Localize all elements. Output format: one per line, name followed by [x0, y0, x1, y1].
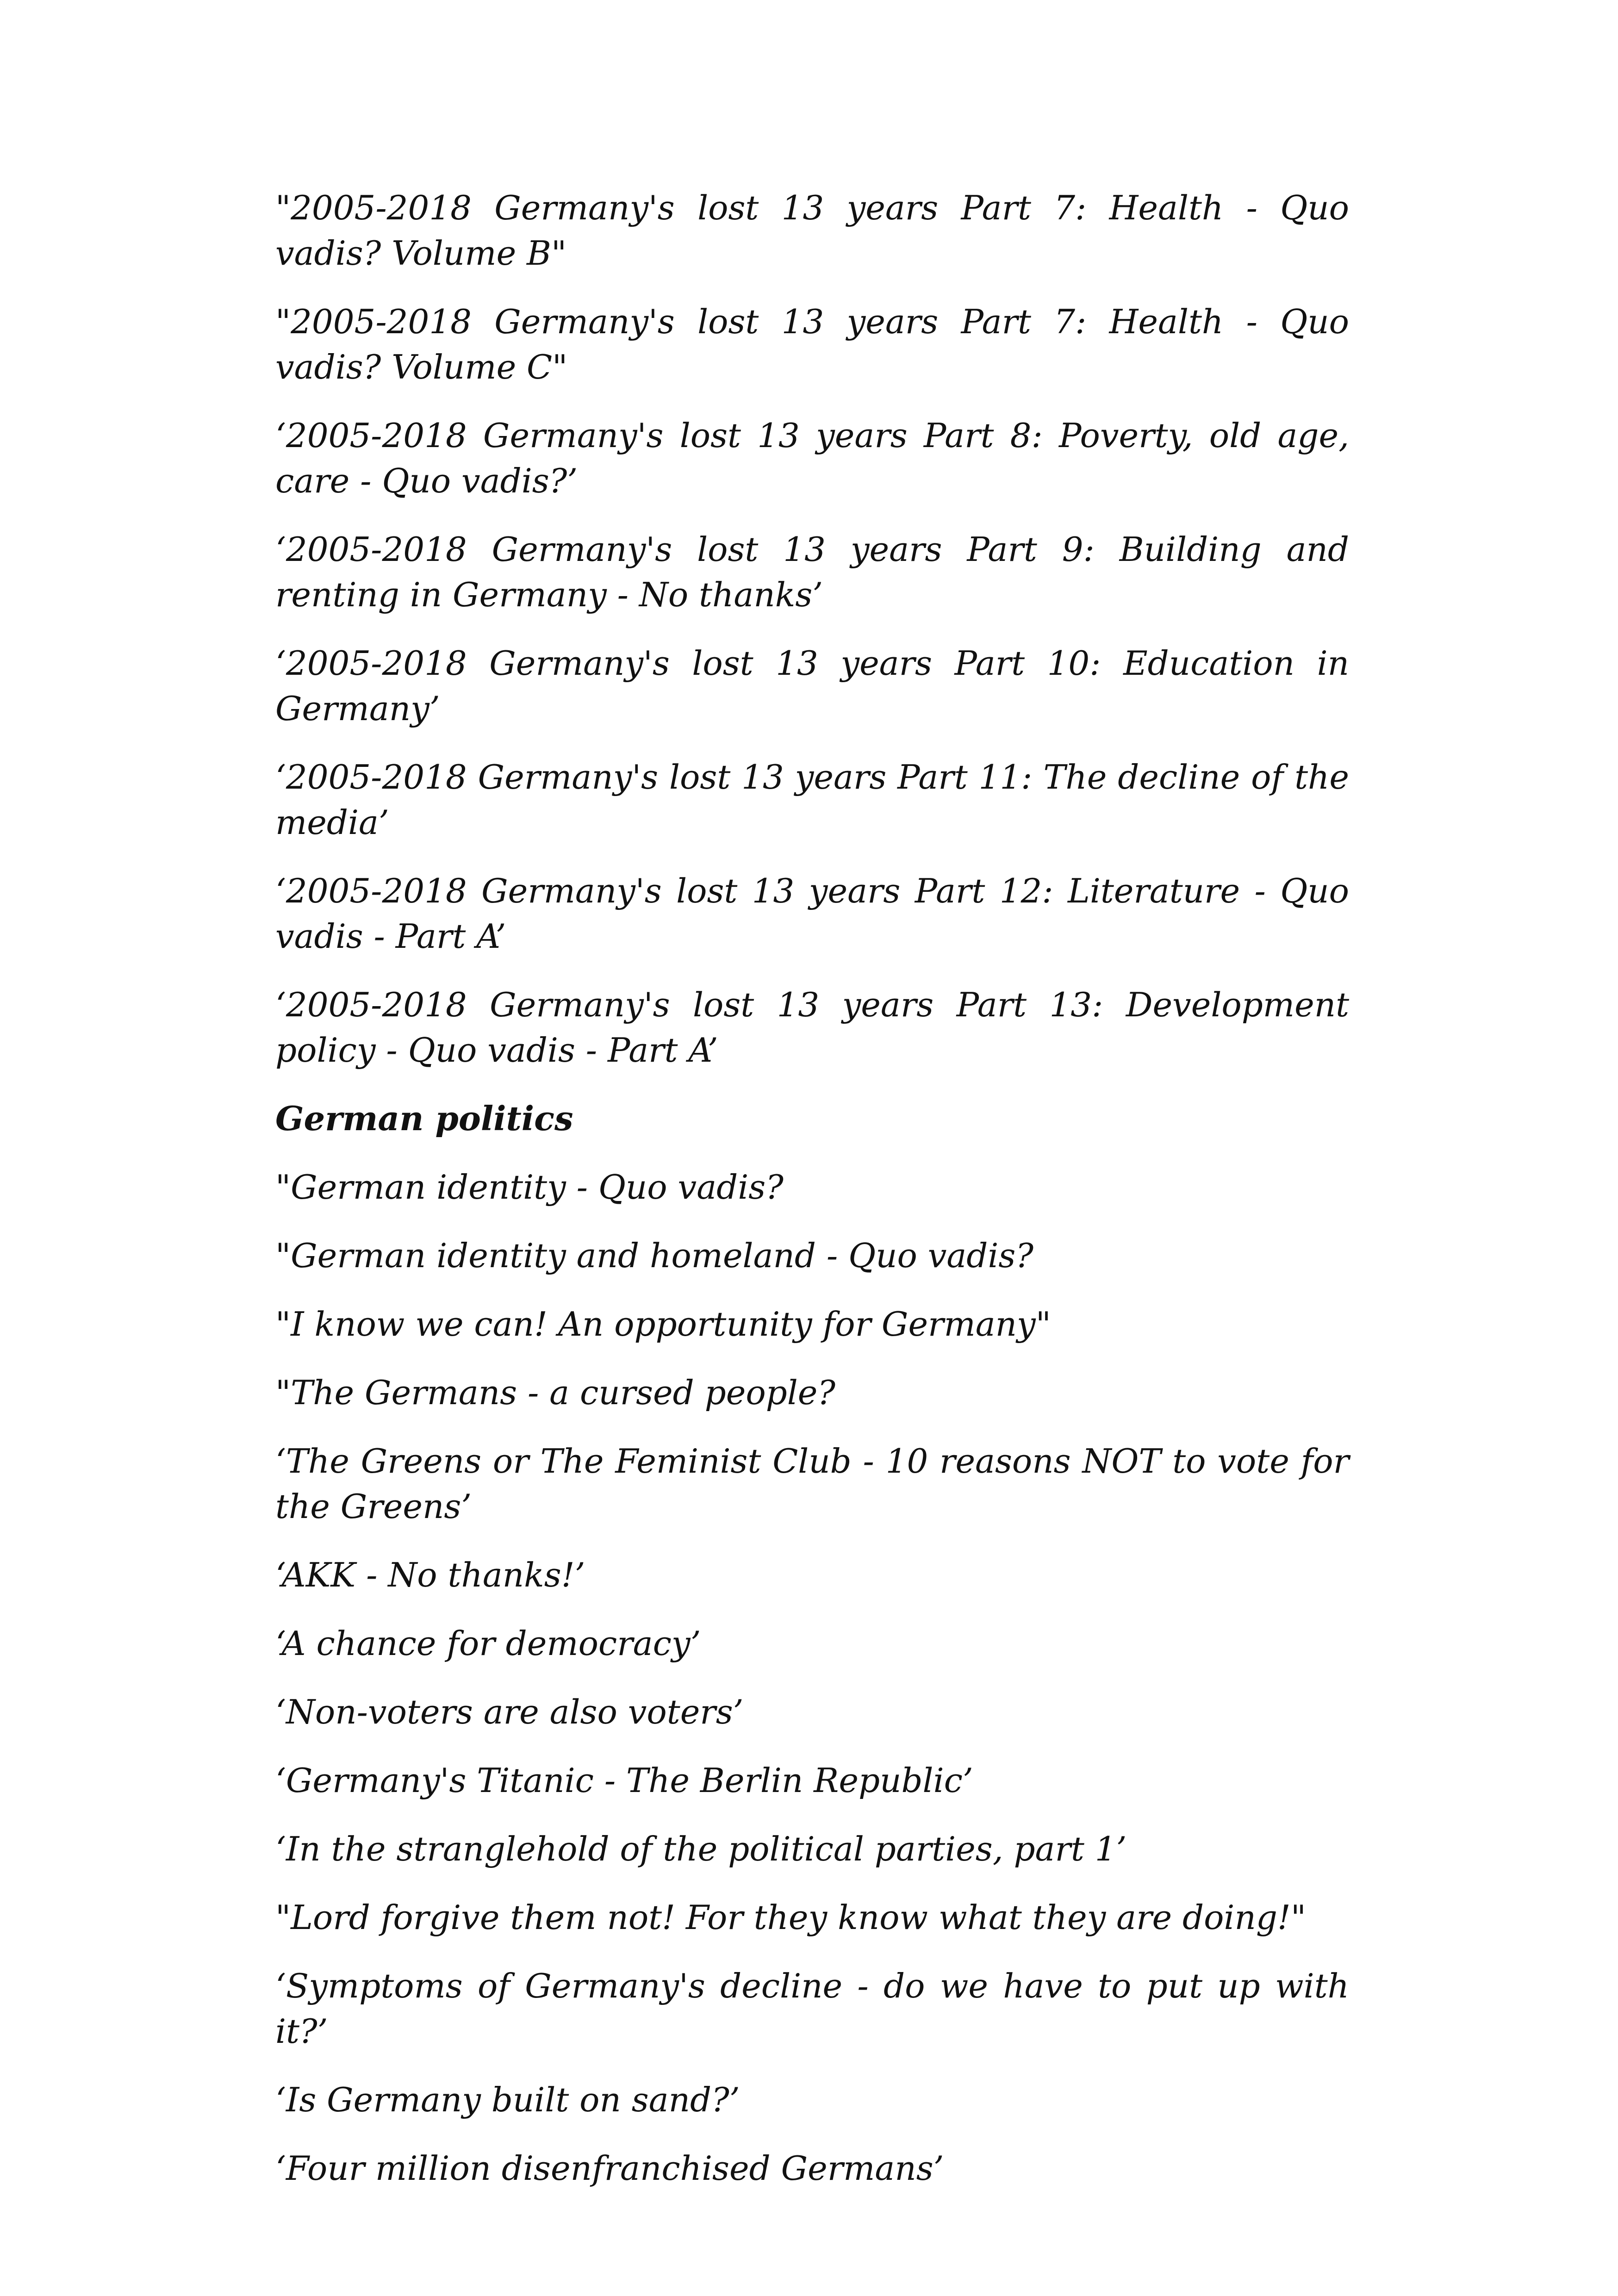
- list-item: ‘2005-2018 Germany's lost 13 years Part 11: The decline of the media’: [275, 758, 1349, 842]
- list-item: "The Germans - a cursed people?: [275, 1373, 836, 1412]
- list-item: ‘AKK - No thanks!’: [275, 1556, 585, 1594]
- list-item: ‘2005-2018 Germany's lost 13 years Part 8: Poverty, old age, care - Quo vadis?’: [275, 416, 1349, 500]
- list-item: "2005-2018 Germany's lost 13 years Part 7: Health - Quo vadis? Volume C": [275, 302, 1349, 386]
- list-item: "German identity and homeland - Quo vadis?: [275, 1236, 1033, 1275]
- list-item: "I know we can! An opportunity for Germany": [275, 1305, 1051, 1344]
- list-item: "German identity - Quo vadis?: [275, 1168, 784, 1207]
- list-item: ‘Symptoms of Germany's decline - do we have to put up with it?’: [275, 1966, 1349, 2051]
- list-item: ‘In the stranglehold of the political parties, part 1’: [275, 1829, 1127, 1868]
- list-item: ‘2005-2018 Germany's lost 13 years Part 13: Development policy - Quo vadis - Part A’: [275, 985, 1349, 1070]
- document-page: [275, 185, 1349, 2214]
- list-item: ‘2005-2018 Germany's lost 13 years Part 9: Building and renting in Germany - No thanks’: [275, 530, 1349, 614]
- section-heading: German politics: [275, 1099, 573, 1138]
- list-item: ‘Is Germany built on sand?’: [275, 2080, 740, 2119]
- list-item: ‘2005-2018 Germany's lost 13 years Part 10: Education in Germany’: [275, 644, 1349, 728]
- list-item: "Lord forgive them not! For they know what they are doing!": [275, 1898, 1306, 1937]
- list-item: ‘Four million disenfranchised Germans’: [275, 2149, 944, 2188]
- list-item: "2005-2018 Germany's lost 13 years Part 7: Health - Quo vadis? Volume B": [275, 188, 1349, 273]
- list-item: ‘The Greens or The Feminist Club - 10 reasons NOT to vote for the Greens’: [275, 1442, 1349, 1526]
- list-item: ‘Germany's Titanic - The Berlin Republic’: [275, 1761, 973, 1800]
- list-item: ‘2005-2018 Germany's lost 13 years Part 12: Literature - Quo vadis - Part A’: [275, 871, 1349, 956]
- list-item: ‘A chance for democracy’: [275, 1624, 701, 1663]
- list-item: ‘Non-voters are also voters’: [275, 1692, 744, 1731]
